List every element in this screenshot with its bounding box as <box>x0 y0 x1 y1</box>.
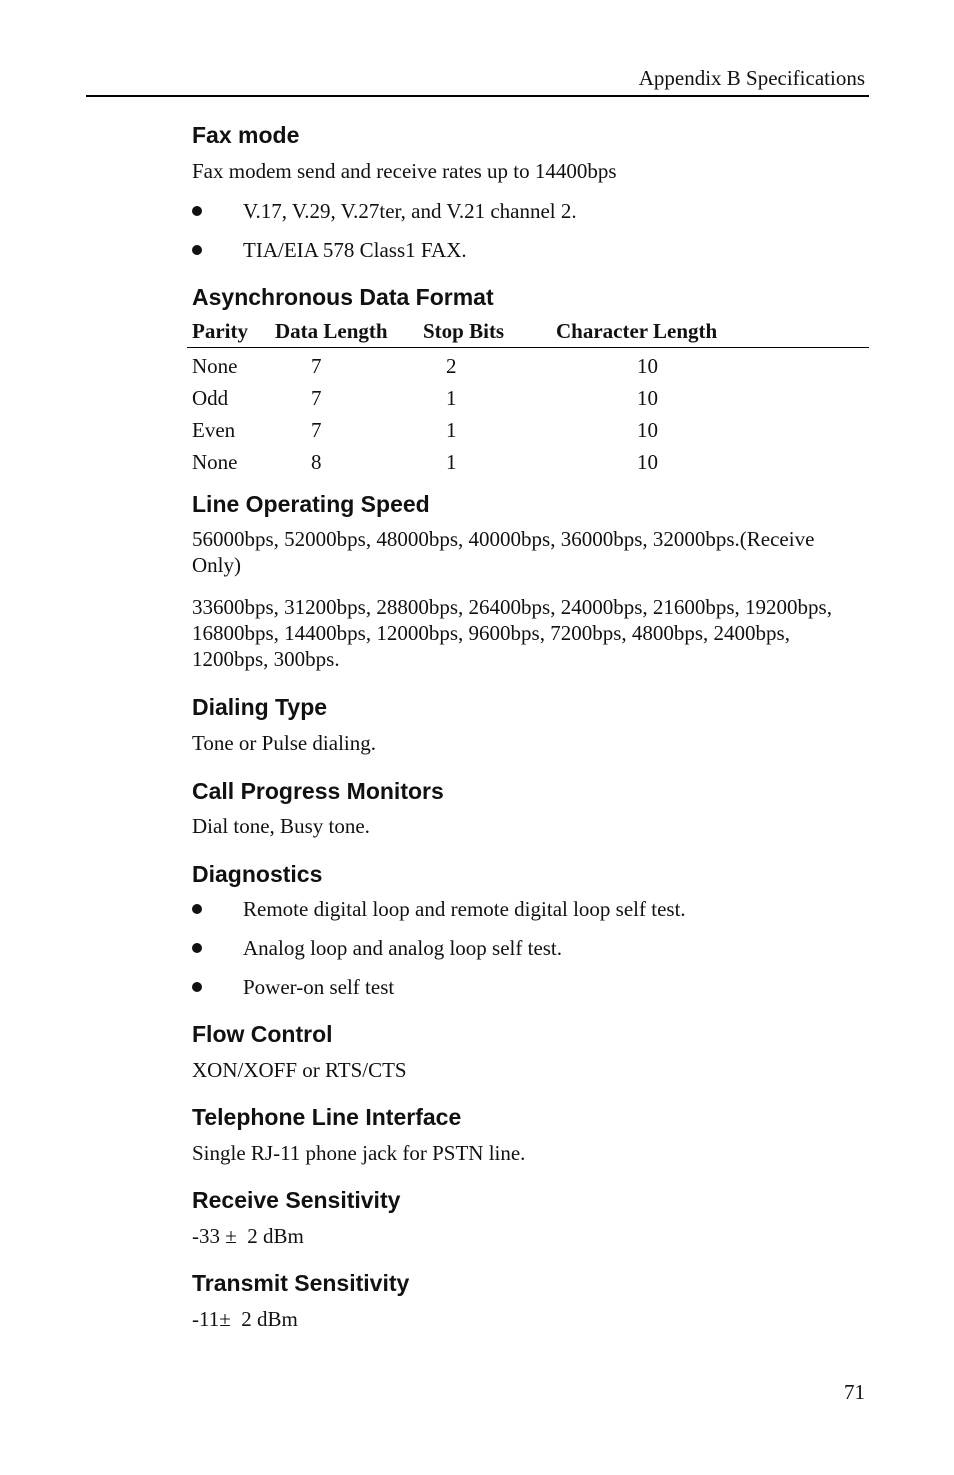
bullet-icon <box>192 943 202 953</box>
table-cell: 1 <box>446 450 457 474</box>
bullet-icon <box>192 982 202 992</box>
table-cell: 8 <box>311 450 322 474</box>
list-item-text: Remote digital loop and remote digital loop self test. <box>243 897 686 921</box>
table-cell: 1 <box>446 386 457 410</box>
list-item-text: V.17, V.29, V.27ter, and V.21 channel 2. <box>243 199 577 223</box>
call-progress-heading: Call Progress Monitors <box>192 778 444 804</box>
table-cell: 10 <box>637 386 658 410</box>
call-progress-text: Dial tone, Busy tone. <box>192 814 370 838</box>
flow-control-text: XON/XOFF or RTS/CTS <box>192 1058 407 1082</box>
column-header-character-length: Character Length <box>556 319 718 343</box>
dialing-heading: Dialing Type <box>192 694 328 720</box>
line-speed-heading: Line Operating Speed <box>192 491 430 517</box>
receive-text: -33 ± 2 dBm <box>192 1224 304 1248</box>
column-header-data-length: Data Length <box>275 319 388 343</box>
list-item-text: Analog loop and analog loop self test. <box>243 936 563 960</box>
table-cell: 7 <box>311 354 322 378</box>
telephone-text: Single RJ-11 phone jack for PSTN line. <box>192 1141 526 1165</box>
table-cell: Even <box>192 418 236 442</box>
running-head: Appendix B Specifications <box>638 66 865 90</box>
column-header-parity: Parity <box>192 319 248 343</box>
bullet-icon <box>192 904 202 914</box>
transmit-heading: Transmit Sensitivity <box>192 1270 410 1296</box>
diagnostics-heading: Diagnostics <box>192 861 323 887</box>
table-cell: 10 <box>637 450 658 474</box>
text-line: Only) <box>192 553 241 577</box>
dialing-text: Tone or Pulse dialing. <box>192 731 377 755</box>
column-header-stop-bits: Stop Bits <box>423 319 505 343</box>
bullet-icon <box>192 245 202 255</box>
telephone-heading: Telephone Line Interface <box>192 1104 462 1130</box>
async-heading: Asynchronous Data Format <box>192 284 494 310</box>
text-line: 16800bps, 14400bps, 12000bps, 9600bps, 7200bps, 4800bps, 2400bps, <box>192 621 790 645</box>
table-cell: 10 <box>637 354 658 378</box>
receive-heading: Receive Sensitivity <box>192 1187 401 1213</box>
line-speed-receive-only <box>192 526 862 578</box>
text-line: 56000bps, 52000bps, 48000bps, 40000bps, 36000bps, 32000bps.(Receive <box>192 527 815 551</box>
table-cell: 10 <box>637 418 658 442</box>
header-rule <box>86 95 869 97</box>
table-cell: 7 <box>311 418 322 442</box>
table-cell: Odd <box>192 386 229 410</box>
table-cell: 7 <box>311 386 322 410</box>
page-number: 71 <box>844 1380 865 1404</box>
list-item-text: Power-on self test <box>243 975 395 999</box>
flow-control-heading: Flow Control <box>192 1021 333 1047</box>
line-speed-rates <box>192 594 862 672</box>
transmit-text: -11± 2 dBm <box>192 1307 298 1331</box>
fax-mode-heading: Fax mode <box>192 122 300 148</box>
table-cell: None <box>192 450 238 474</box>
fax-mode-text: Fax modem send and receive rates up to 14400bps <box>192 159 617 183</box>
list-item-text: TIA/EIA 578 Class1 FAX. <box>243 238 467 262</box>
text-line: 33600bps, 31200bps, 28800bps, 26400bps, 24000bps, 21600bps, 19200bps, <box>192 595 832 619</box>
table-cell: None <box>192 354 238 378</box>
bullet-icon <box>192 206 202 216</box>
table-cell: 2 <box>446 354 457 378</box>
table-rule <box>187 347 869 348</box>
text-line: 1200bps, 300bps. <box>192 647 340 671</box>
table-cell: 1 <box>446 418 457 442</box>
